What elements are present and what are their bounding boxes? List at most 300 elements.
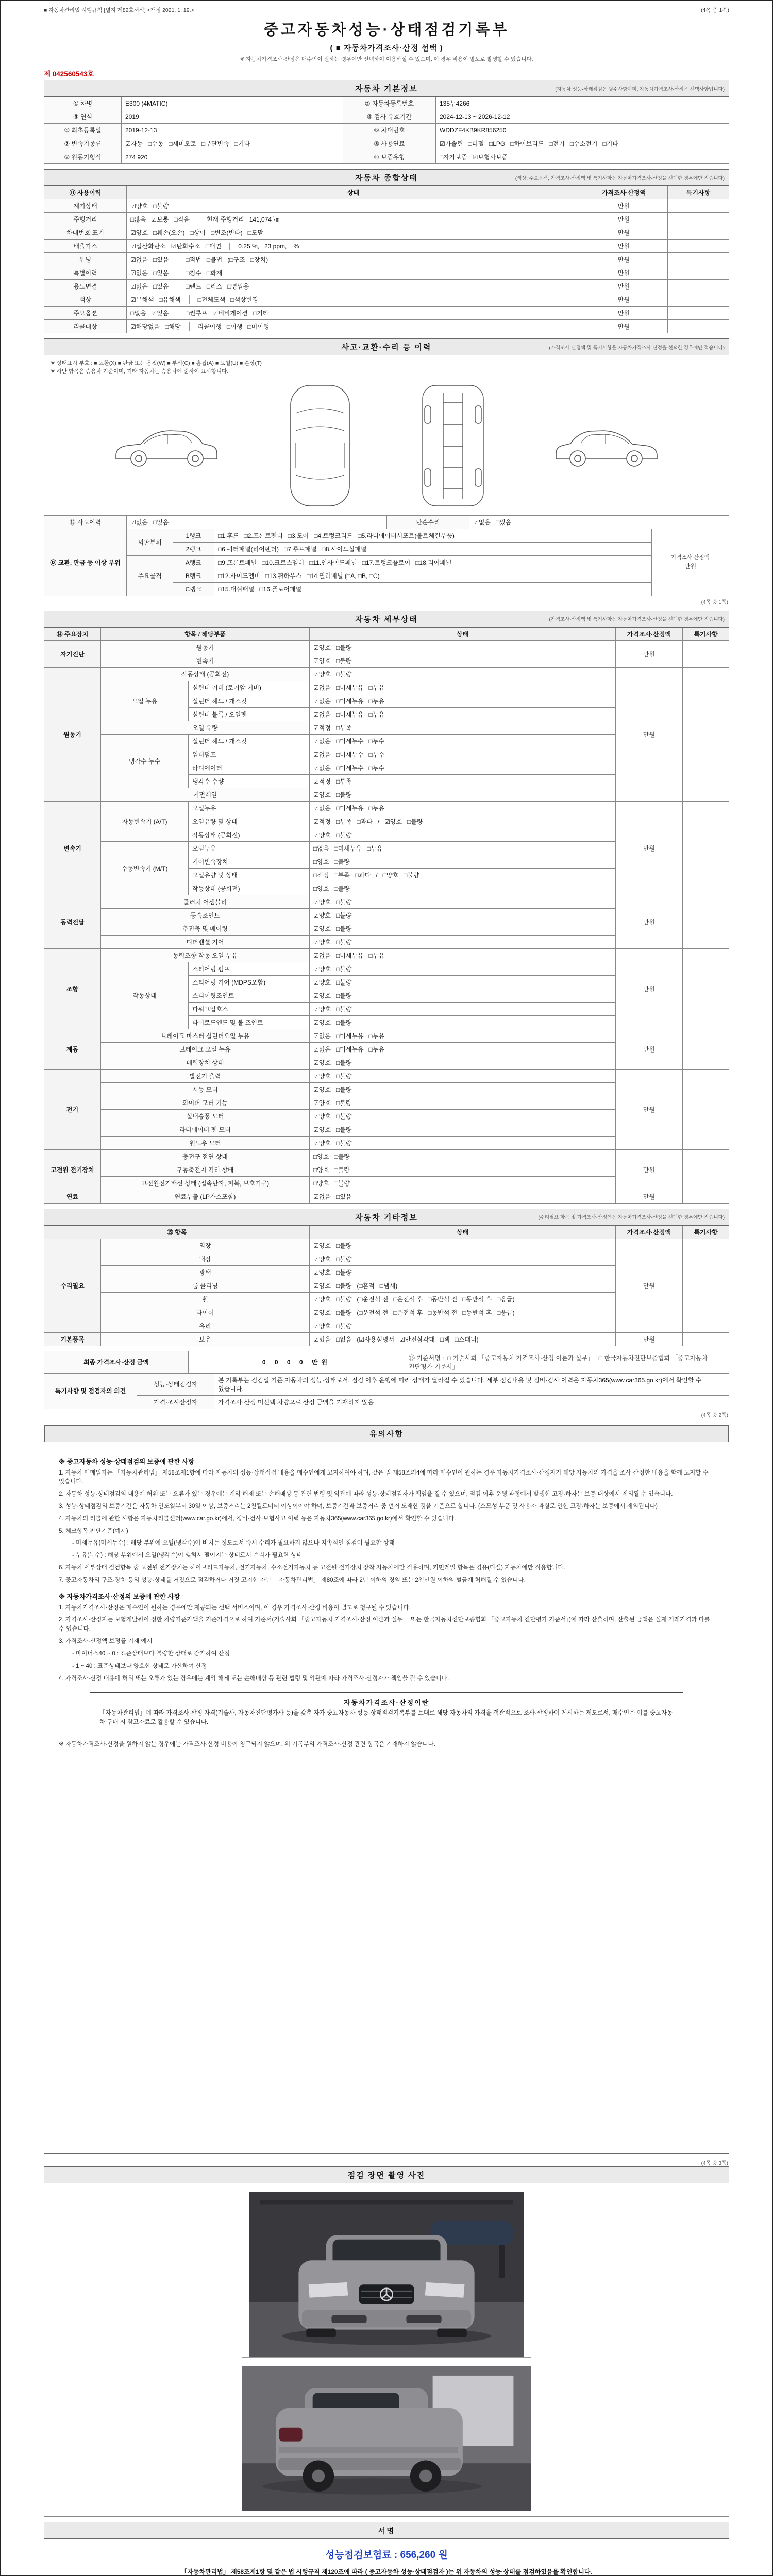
basic-section-title-text: 자동차 기본정보: [355, 84, 418, 93]
price-cell[interactable]: 만원: [616, 640, 683, 667]
col-history: ⑪ 사용이력: [44, 186, 127, 199]
status-checkboxes[interactable]: □없음 ☑있음 □썬루프 ☑네비게이션 □기타: [127, 307, 580, 320]
status-checkboxes[interactable]: ☑있음 □없음 (☑사용설명서 ☑안전삼각대 □잭 □스패너): [310, 1332, 616, 1346]
status-checkboxes[interactable]: ☑없음 □미세누유 □누유: [310, 707, 616, 721]
item-label: 브레이크 마스터 실린더오일 누유: [101, 1029, 310, 1042]
device-row: [44, 640, 729, 654]
item-label: 배력장치 상태: [101, 1056, 310, 1069]
item-label: 라디에이터 팬 모터: [101, 1123, 310, 1136]
field-value: 2019: [122, 110, 343, 124]
device-row: [44, 801, 729, 815]
subitem-label: 실린더 커버 (로커암 커버): [189, 681, 310, 694]
status-extra[interactable]: 현재 주행거리 141,074 ㎞: [198, 215, 280, 224]
status-checkboxes[interactable]: ☑양호 □불량: [310, 1239, 616, 1252]
basic-row: [44, 124, 729, 137]
device-row: [44, 1239, 729, 1252]
col-price: 가격조사·산정액: [580, 186, 668, 199]
page-marker-2: (4쪽 중 2쪽): [701, 1412, 728, 1418]
price-cell[interactable]: [652, 529, 729, 596]
notice-paragraph: 1. 자동차가격조사·산정은 매수인이 원하는 경우에만 제공되는 선택 서비스이며, 이 경우 가격조사·산정 비용이 별도로 청구될 수 있습니다.: [59, 1604, 411, 1611]
opinion-text: 본 기록부는 점검일 기준 자동차의 성능·상태로서, 점검 이후 운행에 따라 상태가 달라질 수 있습니다. 세부 점검내용 및 정비·검사 이력은 자동차365(www.car365.go.kr)에서 확인할 수 있습니다.: [214, 1373, 729, 1395]
price-cell[interactable]: 만원: [616, 667, 683, 801]
detail-section-title-text: 자동차 세부상태: [355, 615, 418, 624]
notice-paragraph: 6. 자동차 세부상태 점검항목 중 고전원 전기장치는 하이브리드자동차, 전기자동차, 수소전기자동차 등 고전원 전기장치 장착 자동차에만 적용하며, 커먼레일 항목은 경유(디젤) 자동차에만 적용합니다.: [59, 1565, 565, 1571]
notice-subparagraph: - 마이너스40 ~ 0 : 표준상태보다 불량한 상태로 감가하여 산정: [72, 1650, 230, 1657]
status-extra[interactable]: □렌트 □리스 □영업용: [177, 282, 249, 291]
price-basis-reference[interactable]: ⑯ 기준서명 : □ 기술사회 「중고자동차 가격조사·산정 이론과 실무」 □ 한국자동차진단보증협회 「중고자동차 진단평가 기준서」: [405, 1351, 729, 1373]
price-cell[interactable]: 만원: [616, 948, 683, 1029]
note-cell[interactable]: [683, 1069, 729, 1149]
notice-paragraph: 2. 자동차 성능·상태점검의 내용에 허위 또는 오류가 있는 경우에는 계약 해제 또는 손해배상 등 관련 법령 및 약관에 따라 성능·상태점검자가 책임을 질 수 있으며, 점검 이후 운행 과정에서 발생한 고장·하자는 보증 대상에서 제외될 수 있습니다.: [59, 1491, 673, 1498]
status-checkboxes[interactable]: □적정 □부족 □과다 / □양호 □불량: [310, 868, 616, 882]
subitem-label: 스티어링 펌프: [189, 962, 310, 975]
note-cell[interactable]: [683, 1149, 729, 1190]
usage-history-row: [44, 199, 729, 213]
status-checkboxes[interactable]: ☑적정 □부족 □과다 / ☑양호 □불량: [310, 815, 616, 828]
status-checkboxes[interactable]: □없음 □미세누유 □누유: [310, 841, 616, 855]
subitem-label: 오일누유: [189, 841, 310, 855]
document-subtitle: ( ■ 자동차가격조사·산정 선택 ): [330, 44, 443, 53]
usage-history-row: [44, 293, 729, 307]
item-label: 작동상태: [101, 962, 189, 1029]
subitem-label: 타이로드엔드 및 볼 조인트: [189, 1015, 310, 1029]
item-label: 고전원전기배선 상태 (접속단자, 피복, 보호기구): [101, 1176, 310, 1190]
accident-history-label: ⑫ 사고이력: [44, 515, 127, 529]
etc-info-section: [44, 1209, 729, 1346]
price-cell[interactable]: 만원: [580, 226, 668, 240]
item-label: 디퍼렌셜 기어: [101, 935, 310, 948]
field-label: ⑨ 원동기형식: [44, 150, 122, 164]
col-note: 특기사항: [683, 627, 729, 640]
notice-subparagraph: - 미세누유(미세누수) : 해당 부위에 오일(냉각수)이 비치는 정도로서 즉시 수리가 필요하지 않으나 지속적인 점검이 필요한 상태: [72, 1540, 395, 1547]
device-label: 제동: [44, 1029, 101, 1069]
usage-history-row: [44, 226, 729, 240]
device-row: [44, 667, 729, 681]
field-label: ⑩ 보증유형: [343, 150, 436, 164]
col-state: 상태: [310, 1225, 616, 1239]
subitem-label: 작동상태 (공회전): [189, 828, 310, 841]
price-cell[interactable]: 만원: [580, 240, 668, 253]
note-cell[interactable]: [668, 266, 729, 280]
price-cell[interactable]: 만원: [616, 1069, 683, 1149]
device-row: [44, 1190, 729, 1203]
device-row: [44, 1149, 729, 1163]
basic-table: [44, 96, 729, 164]
col-note: 특기사항: [683, 1225, 729, 1239]
device-label: 고전원 전기장치: [44, 1149, 101, 1190]
notice-paragraph: 4. 자동차의 리콜에 관한 사항은 자동차리콜센터(www.car.go.kr)에서, 정비·검사·보험사고 이력 등은 자동차365(www.car365.go.kr)에서 확인할 수 있습니다.: [59, 1515, 456, 1522]
status-checkboxes[interactable]: ☑양호 □불량: [310, 1123, 616, 1136]
price-cell[interactable]: 만원: [616, 801, 683, 895]
exchange-label: ⑬ 교환, 판금 등 이상 부위: [44, 529, 127, 596]
status-checkboxes[interactable]: ☑양호 □불량: [310, 788, 616, 801]
subitem-label: 오일유량 및 상태: [189, 868, 310, 882]
damage-code-legend: ※ 상태표시 부호 : ■ 교환(X) ■ 판금 또는 용접(W) ■ 부식(C) ■ 흠집(A) ■ 요철(U) ■ 손상(T): [51, 360, 262, 366]
item-label: 주요옵션: [44, 307, 127, 320]
status-checkboxes[interactable]: ☑양호 □불량: [310, 989, 616, 1002]
status-checkboxes[interactable]: ☑없음 □미세누수 □누수: [310, 748, 616, 761]
item-label: 튜닝: [44, 253, 127, 266]
signature-section-title: 서명: [44, 2522, 729, 2539]
price-survey-info-box: [90, 1692, 683, 1733]
photos-box: [44, 2183, 729, 2517]
status-extra[interactable]: 0.25 %, 23 ppm, %: [229, 243, 299, 250]
note-cell[interactable]: [683, 895, 729, 948]
status-checkboxes[interactable]: ☑양호 □불량: [310, 1136, 616, 1149]
accident-history-section: [44, 338, 729, 605]
status-checkboxes[interactable]: ☑적정 □부족: [310, 774, 616, 788]
document-content: [44, 6, 729, 2576]
premium-value: 656,260 원: [400, 2549, 448, 2561]
opinion-label: 특기사항 및 점검자의 의견: [44, 1373, 137, 1409]
item-label: 자동변속기 (A/T): [101, 801, 189, 841]
subitem-label: 냉각수 수량: [189, 774, 310, 788]
status-checkboxes[interactable]: ☑양호 □훼손(오손) □상이 □변조(변타) □도말: [127, 226, 580, 240]
status-checkboxes[interactable]: ☑양호 □불량: [310, 1319, 616, 1332]
status-checkboxes[interactable]: ☑양호 □불량: [310, 1069, 616, 1082]
item-label: 연료누출 (LP가스포함): [101, 1190, 310, 1203]
status-checkboxes[interactable]: ☑없음 □있음 □침수 □화재: [127, 266, 580, 280]
accident-section-note: (가격조사·산정액 및 특기사항은 자동차가격조사·산정을 선택한 경우에만 적습니다): [549, 345, 725, 351]
item-label: 원동기: [101, 640, 310, 654]
col-note: 특기사항: [668, 186, 729, 199]
header-row: [44, 627, 729, 640]
detail-section-note: (가격조사·산정액 및 특기사항은 자동차가격조사·산정을 선택한 경우에만 적습니다): [549, 617, 725, 622]
item-label: 커먼레일: [101, 788, 310, 801]
note-cell[interactable]: [668, 240, 729, 253]
car-diagram-top-icon: [281, 381, 359, 510]
note-cell[interactable]: [668, 213, 729, 226]
price-cell[interactable]: 만원: [616, 1190, 683, 1203]
price-cell[interactable]: 만원: [616, 1239, 683, 1332]
car-diagram-frame-icon: [414, 381, 492, 510]
legal-statement-1: 「자동차관리법」 제58조제1항 및 같은 법 시행규칙 제120조에 따라 ( 중고자동차 성능·상태점검자 )는 위 자동차의 성능·상태를 점검하였음을 확인합니다.: [181, 2568, 592, 2575]
note-cell[interactable]: [668, 280, 729, 293]
status-checkboxes[interactable]: ☑양호 □불량: [310, 1015, 616, 1029]
accident-history-state[interactable]: ☑없음 □있음: [127, 515, 387, 529]
item-label: 주행거리: [44, 213, 127, 226]
item-label: 내장: [101, 1252, 310, 1265]
status-checkboxes[interactable]: ☑양호 □불량 (□운전석 전 □운전석 후 □동반석 전 □동반석 후 □응급): [310, 1306, 616, 1319]
basic-info-section: [44, 80, 729, 164]
opinion-text: 가격조사·산정 미선택 차량으로 산정 금액을 기재하지 않음: [214, 1395, 729, 1409]
status-checkboxes[interactable]: ☑없음 □미세누유 □누유: [310, 681, 616, 694]
note-cell[interactable]: [683, 948, 729, 1029]
notice-heading: ※ 자동차가격조사·산정의 보증에 관한 사항: [59, 1592, 180, 1600]
device-label: 동력전달: [44, 895, 101, 948]
status-extra[interactable]: □침수 □화재: [177, 268, 222, 277]
info-box-title: 자동차가격조사·산정이란: [343, 1699, 430, 1707]
simple-repair-label: 단순수리: [387, 515, 469, 529]
price-cell-unit: 만원: [684, 563, 697, 570]
notice-footer: ※ 자동차가격조사·산정을 원하지 않는 경우에는 가격조사·산정 비용이 청구되지 않으며, 위 기록부의 가격조사·산정 관련 항목은 기재하지 않습니다.: [59, 1741, 435, 1748]
device-row: [44, 895, 729, 908]
status-checkboxes[interactable]: ☑없음 □미세누유 □누유: [310, 1029, 616, 1042]
item-label: 동력조향 작동 오일 누유: [101, 948, 310, 962]
panel-group-label: 외판부위: [127, 529, 173, 555]
subitem-label: 스티어링조인트: [189, 989, 310, 1002]
price-cell[interactable]: 만원: [616, 895, 683, 948]
price-cell[interactable]: 만원: [580, 253, 668, 266]
overall-table: [44, 185, 729, 333]
status-checkboxes[interactable]: ☑양호 □불량 (□운전석 전 □운전석 후 □동반석 전 □동반석 후 □응급): [310, 1292, 616, 1306]
note-cell[interactable]: [683, 1029, 729, 1069]
status-checkboxes[interactable]: ☑양호 □불량: [310, 1082, 616, 1096]
photos-section-title: 점검 장면 촬영 사진: [44, 2166, 729, 2183]
subitem-label: 워터펌프: [189, 748, 310, 761]
document-subtitle-note: ※ 자동차가격조사·산정은 매수인이 원하는 경우에만 선택하여 이용하실 수 있으며, 이 경우 비용이 별도로 발생할 수 있습니다.: [240, 56, 533, 62]
final-price-amount: [189, 1351, 405, 1373]
accident-section-title: [44, 338, 729, 355]
price-cell[interactable]: 만원: [580, 266, 668, 280]
usage-history-row: [44, 320, 729, 333]
usage-history-row: [44, 240, 729, 253]
status-checkboxes[interactable]: □양호 □불량: [310, 1176, 616, 1190]
item-label: 구동축전지 격리 상태: [101, 1163, 310, 1176]
note-cell[interactable]: [683, 1190, 729, 1203]
rank-label: A랭크: [173, 555, 214, 569]
col-item: 항목 / 해당부품: [101, 627, 310, 640]
rank-label: B랭크: [173, 569, 214, 582]
status-checkboxes[interactable]: ☑적정 □부족: [310, 721, 616, 734]
item-label: 룸 클리닝: [101, 1279, 310, 1292]
diagram-note: ※ 하단 항목은 승용차 기준이며, 기타 자동차는 승용차에 준하여 표시합니다.: [51, 368, 229, 375]
status-checkboxes[interactable]: ☑양호 □불량: [310, 1056, 616, 1069]
field-value: 2019-12-13: [122, 124, 343, 137]
subitem-label: 스티어링 기어 (MDPS포함): [189, 975, 310, 989]
item-label: 휠: [101, 1292, 310, 1306]
price-cell[interactable]: 만원: [580, 213, 668, 226]
info-box-text: 「자동차관리법」에 따라 가격조사·산정 자격(기술사, 자동차진단평가사 등)을 갖춘 자가 중고자동차 성능·상태점검기록부를 토대로 해당 자동차의 가격을 객관적으로 조사·산정하여 제시하는 제도로서, 매수인은 이를 중고자동차 구매 시 참고자료로 활용할 수 있습니다.: [99, 1710, 673, 1726]
basic-row: [44, 150, 729, 164]
price-cell[interactable]: 만원: [580, 320, 668, 333]
status-extra[interactable]: □전체도색 □색상변경: [189, 295, 258, 304]
field-value[interactable]: ☑가솔린 □디젤 □LPG □하이브리드 □전기 □수소전기 □기타: [436, 137, 729, 150]
status-checkboxes[interactable]: ☑없음 □미세누수 □누수: [310, 734, 616, 748]
status-checkboxes[interactable]: ☑양호 □불량: [310, 895, 616, 908]
note-cell[interactable]: [683, 1332, 729, 1346]
note-cell[interactable]: [668, 293, 729, 307]
detail-condition-section: [44, 611, 729, 1204]
price-cell-label: 가격조사·산정액: [671, 554, 710, 561]
overall-section-note: (색상, 주요옵션, 가격조사·산정액 및 특기사항은 자동차가격조사·산정을 선택한 경우에만 적습니다): [515, 175, 725, 181]
status-checkboxes[interactable]: ☑없음 □미세누유 □누유: [310, 948, 616, 962]
header-row: [44, 186, 729, 199]
status-checkboxes[interactable]: ☑양호 □불량: [310, 1002, 616, 1015]
device-row: [44, 948, 729, 962]
item-label: 유리: [101, 1319, 310, 1332]
subitem-label: 실린더 블록 / 오일팬: [189, 707, 310, 721]
final-price-label: 최종 가격조사·산정 금액: [44, 1351, 189, 1373]
field-label: ⑤ 최초등록일: [44, 124, 122, 137]
accident-diagram-box: [44, 355, 729, 516]
field-value[interactable]: □자가보증 ☑보험사보증: [436, 150, 729, 164]
rank-part-checkboxes[interactable]: □1.후드 □2.프론트펜더 □3.도어 □4.트렁크리드 □5.라디에이터서포트(볼트체결부품): [214, 529, 652, 542]
header-row: [44, 1225, 729, 1239]
device-label: 전기: [44, 1069, 101, 1149]
price-cell[interactable]: 만원: [580, 293, 668, 307]
exchange-table: [44, 529, 729, 596]
status-checkboxes[interactable]: ☑없음 □미세누유 □누유: [310, 694, 616, 707]
field-value: 135누4266: [436, 97, 729, 110]
subitem-label: 실린더 헤드 / 개스킷: [189, 734, 310, 748]
status-checkboxes[interactable]: ☑일산화탄소 ☑탄화수소 □매연 0.25 %, 23 ppm, %: [127, 240, 580, 253]
status-checkboxes[interactable]: ☑양호 □불량: [310, 640, 616, 654]
rank-label: C랭크: [173, 582, 214, 596]
notice-paragraph: 5. 체크항목 판단기준(예시): [59, 1528, 128, 1534]
status-checkboxes[interactable]: ☑양호 □불량: [310, 922, 616, 935]
note-cell[interactable]: [668, 199, 729, 213]
status-checkboxes[interactable]: ☑양호 □불량: [310, 1096, 616, 1109]
simple-repair-state[interactable]: ☑없음 □있음: [469, 515, 729, 529]
note-cell[interactable]: [668, 307, 729, 320]
price-cell[interactable]: 만원: [616, 1029, 683, 1069]
notice-section: [44, 1425, 729, 2154]
status-checkboxes[interactable]: ☑양호 □불량: [127, 199, 580, 213]
col-device: ⑭ 주요장치: [44, 627, 101, 640]
accident-history-table: [44, 515, 729, 529]
exchange-row: [44, 555, 729, 569]
status-checkboxes[interactable]: ☑양호 □불량: [310, 828, 616, 841]
final-price-unit: 만원: [311, 1359, 331, 1366]
status-checkboxes[interactable]: ☑양호 □불량: [310, 975, 616, 989]
device-row: [44, 1029, 729, 1042]
item-label: 추진축 및 베어링: [101, 922, 310, 935]
rank-part-checkboxes[interactable]: □15.대쉬패널 □16.플로어패널: [214, 582, 652, 596]
item-label: 색상: [44, 293, 127, 307]
status-checkboxes[interactable]: ☑양호 □불량: [310, 1109, 616, 1123]
status-checkboxes[interactable]: ☑없음 □미세누유 □누유: [310, 801, 616, 815]
note-cell[interactable]: [668, 253, 729, 266]
item-label: 브레이크 오일 누유: [101, 1042, 310, 1056]
subitem-label: 오일누유: [189, 801, 310, 815]
status-checkboxes[interactable]: □양호 □불량: [310, 1163, 616, 1176]
frame-group-label: 주요골격: [127, 555, 173, 596]
rank-part-checkboxes[interactable]: □12.사이드멤버 □13.휠하우스 □14.필러패널 (□A, □B, □C): [214, 569, 652, 582]
item-label: 변속기: [101, 654, 310, 667]
subitem-label: 기어변속장치: [189, 855, 310, 868]
item-label: 발전기 출력: [101, 1069, 310, 1082]
note-cell[interactable]: [683, 667, 729, 801]
usage-history-row: [44, 213, 729, 226]
item-label: 특별이력: [44, 266, 127, 280]
device-label: 연료: [44, 1190, 101, 1203]
rank-part-checkboxes[interactable]: □6.쿼터패널(리어펜더) □7.루프패널 □8.사이드실패널: [214, 542, 652, 555]
status-extra[interactable]: □썬루프 ☑네비게이션 □기타: [177, 309, 268, 317]
status-extra[interactable]: □적법 □불법 (□구조 □장치): [177, 255, 268, 264]
price-cell[interactable]: 만원: [616, 1332, 683, 1346]
price-cell[interactable]: 만원: [616, 1149, 683, 1190]
note-cell[interactable]: [683, 801, 729, 895]
overall-condition-section: [44, 169, 729, 333]
device-row: [44, 1332, 729, 1346]
notice-paragraph: 2. 가격조사·산정자는 보험개발원이 정한 차량기준가액을 기준가격으로 하여 기준서(기술사회 「중고자동차 가격조사·산정 이론과 실무」 또는 한국자동차진단보증협회 「중고자동차 진단평가 기준서」)에 따라 산출하며, 산출된 금액은 실제 거래가격과 다를 수 있습니다.: [59, 1617, 710, 1633]
status-extra[interactable]: 리콜이행 □이행 □미이행: [189, 322, 270, 331]
notice-heading: ※ 중고자동차 성능·상태점검의 보증에 관한 사항: [59, 1458, 195, 1465]
rank-part-checkboxes[interactable]: □9.프론트패널 □10.크로스멤버 □11.인사이드패널 □17.트렁크플로어 □18.리어패널: [214, 555, 652, 569]
price-cell[interactable]: 만원: [580, 307, 668, 320]
opinion-row: [44, 1373, 729, 1395]
status-checkboxes[interactable]: ☑양호 □불량: [310, 962, 616, 975]
etc-section-note: (수리필요 항목 및 가격조사·산정액은 자동차가격조사·산정을 선택한 경우에만 적습니다): [538, 1215, 725, 1221]
status-checkboxes[interactable]: ☑없음 □있음: [310, 1190, 616, 1203]
car-diagrams: [51, 376, 722, 513]
final-price-row: [44, 1351, 729, 1373]
field-label: ② 자동차등록번호: [343, 97, 436, 110]
accident-history-row: [44, 515, 729, 529]
final-price-table: [44, 1351, 729, 1374]
device-row: [44, 1069, 729, 1082]
notice-body: [44, 1442, 729, 2153]
device-label: 원동기: [44, 667, 101, 801]
status-checkboxes[interactable]: ☑없음 □있음 □렌트 □리스 □영업용: [127, 280, 580, 293]
item-label: 작동상태 (공회전): [101, 667, 310, 681]
status-checkboxes[interactable]: □양호 □불량: [310, 1149, 616, 1163]
car-diagram-side-left-icon: [107, 417, 225, 474]
field-value[interactable]: ☑자동 □수동 □세미오토 □무단변속 □기타: [122, 137, 343, 150]
status-checkboxes[interactable]: ☑양호 □불량: [310, 654, 616, 667]
basic-section-title: [44, 80, 729, 97]
status-checkboxes[interactable]: ☑없음 □미세누유 □누유: [310, 1042, 616, 1056]
field-value: WDDZF4KB9KR856250: [436, 124, 729, 137]
rank-label: 1랭크: [173, 529, 214, 542]
col-price: 가격조사·산정액: [616, 627, 683, 640]
status-checkboxes[interactable]: ☑양호 □불량: [310, 908, 616, 922]
status-checkboxes[interactable]: □양호 □불량: [310, 882, 616, 895]
opinion-body: [44, 1373, 729, 1409]
status-checkboxes[interactable]: ☑없음 □있음 □적법 □불법 (□구조 □장치): [127, 253, 580, 266]
item-label: 타이어: [101, 1306, 310, 1319]
basic-row: [44, 97, 729, 110]
device-label: 자기진단: [44, 640, 101, 667]
status-checkboxes[interactable]: ☑양호 □불량: [310, 1252, 616, 1265]
note-cell[interactable]: [668, 226, 729, 240]
field-value: E300 (4MATIC): [122, 97, 343, 110]
notice-title: 유의사항: [44, 1425, 729, 1442]
status-checkboxes[interactable]: ☑양호 □불량: [310, 667, 616, 681]
item-label: 충전구 절연 상태: [101, 1149, 310, 1163]
status-checkboxes[interactable]: ☑해당없음 □해당 리콜이행 □이행 □미이행: [127, 320, 580, 333]
item-label: 용도변경: [44, 280, 127, 293]
notice-paragraph: 7. 중고자동차의 구조·장치 등의 성능·상태를 거짓으로 점검하거나 거짓 고지한 자는 「자동차관리법」 제80조에 따라 2년 이하의 징역 또는 2천만원 이하의 벌금에 처해질 수 있습니다.: [59, 1577, 526, 1583]
status-checkboxes[interactable]: □많음 ☑보통 □적음 현재 주행거리 141,074 ㎞: [127, 213, 580, 226]
item-label: 실내송풍 모터: [101, 1109, 310, 1123]
device-label: 기본품목: [44, 1332, 101, 1346]
basic-row: [44, 137, 729, 150]
rank-label: 2랭크: [173, 542, 214, 555]
status-checkboxes[interactable]: ☑양호 □불량: [310, 935, 616, 948]
note-cell[interactable]: [683, 1239, 729, 1332]
item-label: 차대번호 표기: [44, 226, 127, 240]
overall-section-title: [44, 169, 729, 186]
item-label: 윈도우 모터: [101, 1136, 310, 1149]
status-checkboxes[interactable]: □양호 □불량: [310, 855, 616, 868]
price-cell[interactable]: 만원: [580, 280, 668, 293]
note-cell[interactable]: [683, 640, 729, 667]
status-checkboxes[interactable]: ☑양호 □불량 (□흔적 □냄새): [310, 1279, 616, 1292]
opinion-table: [44, 1373, 729, 1409]
rule-reference: ■ 자동차관리법 시행규칙 [별지 제82호서식] <개정 2021. 1. 19.>: [44, 7, 194, 13]
notice-paragraph: 4. 가격조사·산정 내용에 허위 또는 오류가 있는 경우에는 계약 해제 또는 손해배상 등 관련 법령 및 약관에 따라 가격조사·산정자가 책임을 질 수 있습니다.: [59, 1675, 449, 1682]
note-cell[interactable]: [668, 320, 729, 333]
status-checkboxes[interactable]: ☑양호 □불량: [310, 1265, 616, 1279]
status-checkboxes[interactable]: ☑없음 □미세누수 □누수: [310, 761, 616, 774]
field-value: 2024-12-13 ~ 2026-12-12: [436, 110, 729, 124]
item-label: 외장: [101, 1239, 310, 1252]
col-state: 상태: [127, 186, 580, 199]
status-checkboxes[interactable]: ☑무채색 □유채색 □전체도색 □색상변경: [127, 293, 580, 307]
price-cell[interactable]: 만원: [580, 199, 668, 213]
